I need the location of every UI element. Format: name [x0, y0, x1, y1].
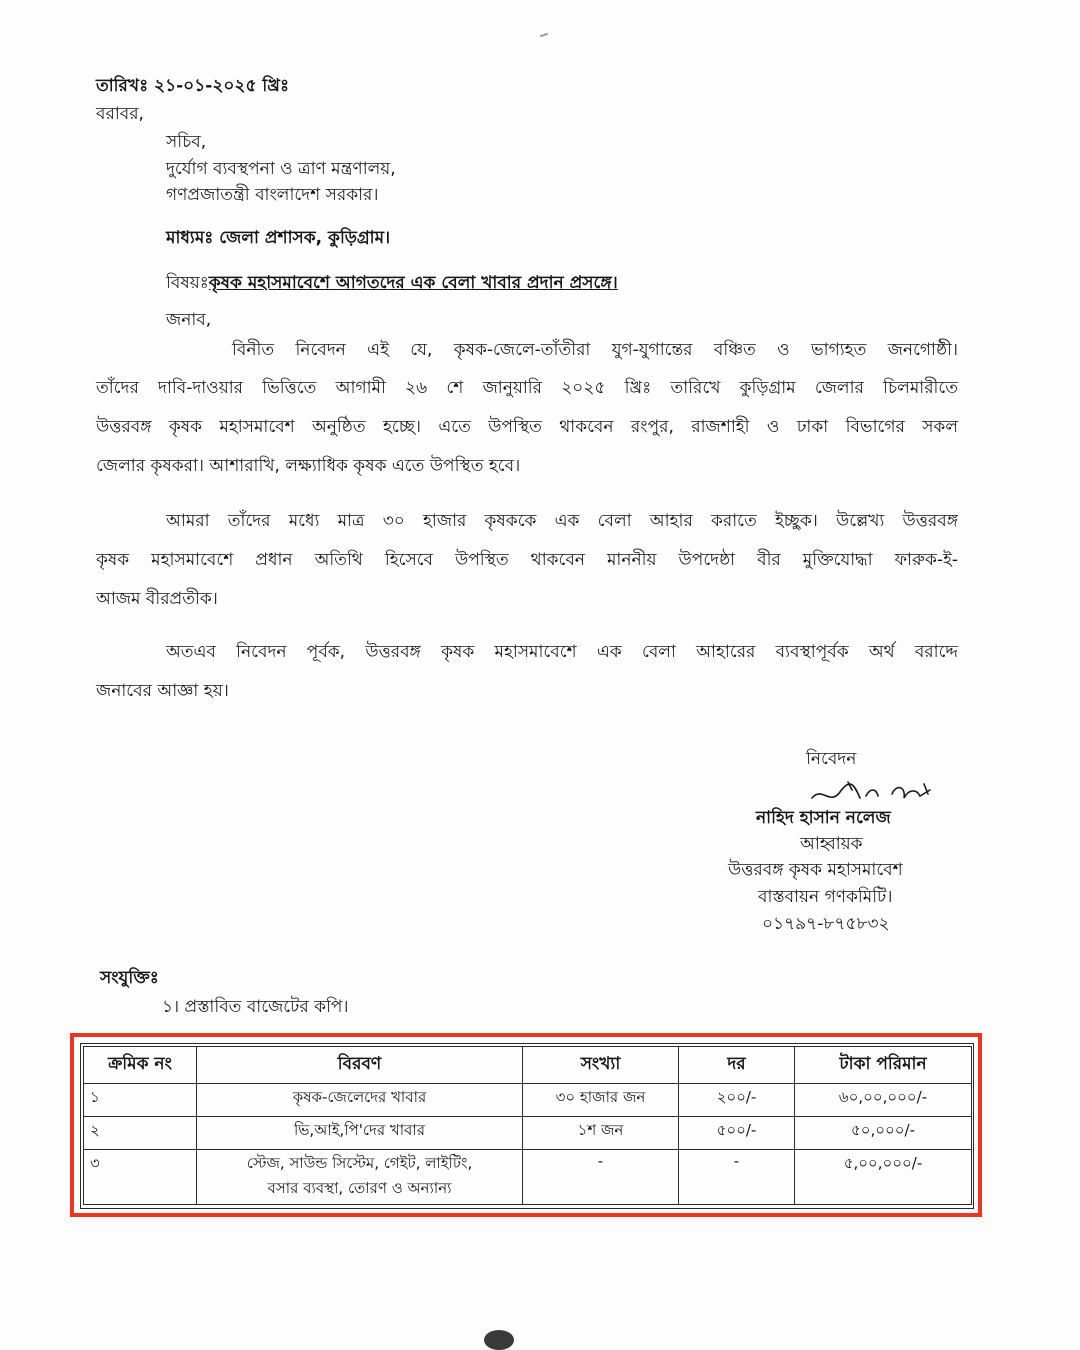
recipient-to-label: বরাবর, [96, 104, 144, 124]
header-quantity: সংখ্যা [523, 1047, 679, 1084]
cell-serial: ৩ [84, 1150, 197, 1205]
cell-description-line-2: বসার ব্যবস্থা, তোরণ ও অন্যান্য [267, 1179, 452, 1197]
cell-amount: ৫০,০০০/- [795, 1117, 972, 1150]
header-serial: ক্রমিক নং [84, 1047, 197, 1084]
cell-serial: ২ [84, 1117, 197, 1150]
para2-line-3: আজম বীরপ্রতীক। [96, 589, 218, 609]
cell-description-line-1: স্টেজ, সাউন্ড সিস্টেম, গেইট, লাইটিং, [246, 1154, 473, 1172]
para3-line-1: অতএব নিবেদন পূর্বক, উত্তরবঙ্গ কৃষক মহাসমাবেশে এক বেলা আহারের ব্যবস্থাপূর্বক অর্থ বরাদ্দে [166, 642, 958, 662]
para1-line-4: জেলার কৃষকরা। আশারাখি, লক্ষ্যাধিক কৃষক এতে উপস্থিত হবে। [96, 456, 521, 476]
closing: নিবেদন [806, 749, 857, 769]
cell-quantity: ১শ জন [523, 1117, 679, 1150]
para1-line-1: বিনীত নিবেদন এই যে, কৃষক-জেলে-তাঁতীরা যুগ-যুগান্তের বঞ্চিত ও ভাগ্যহত জনগোষ্ঠী। [232, 340, 958, 360]
cell-description: ভি,আই,পি'দের খাবার [197, 1117, 523, 1150]
signer-name: নাহিদ হাসান নলেজ [756, 808, 891, 828]
header-description: বিরবণ [197, 1047, 523, 1084]
salutation: জনাব, [166, 310, 212, 330]
cell-amount: ৫,০০,০০০/- [795, 1150, 972, 1205]
para3-line-2: জনাবের আজ্ঞা হয়। [96, 681, 229, 701]
scan-speck [540, 33, 548, 38]
recipient-line-2: দুর্যোগ ব্যবস্থপনা ও ত্রাণ মন্ত্রণালয়, [166, 159, 396, 179]
para2-line-1: আমরা তাঁদের মধ্যে মাত্র ৩০ হাজার কৃষককে এক বেলা আহার করাতে ইচ্ছুক। উল্লেখ্য উত্তরবঙ্গ [166, 511, 958, 531]
header-amount: টাকা পরিমান [795, 1047, 972, 1084]
budget-table [83, 1046, 972, 1205]
table-row [84, 1117, 972, 1150]
table-header-row [84, 1047, 972, 1084]
subject-label: বিষয়ঃ [166, 273, 209, 293]
cell-description [197, 1150, 523, 1205]
signer-org-line-1: উত্তরবঙ্গ কৃষক মহাসমাবেশ [728, 860, 903, 880]
para1-line-3: উত্তরবঙ্গ কৃষক মহাসমাবেশ অনুষ্ঠিত হচ্ছে। এতে উপস্থিত থাকবেন রংপুর, রাজশাহী ও ঢাকা বিভাগের সকল [96, 417, 958, 437]
para2-line-2: কৃষক মহাসমাবেশে প্রধান অতিথি হিসেবে উপস্থিত থাকবেন মাননীয় উপদেষ্ঠা বীর মুক্তিযোদ্ধা ফারুক-ই- [96, 550, 958, 570]
handwritten-signature [808, 776, 938, 810]
signer-org-line-2: বাস্তবায়ন গণকমিটি। [758, 887, 893, 907]
letter-via: মাধ্যমঃ জেলা প্রশাসক, কুড়িগ্রাম। [166, 228, 391, 248]
cell-rate: ৫০০/- [679, 1117, 795, 1150]
table-row [84, 1150, 972, 1205]
signer-title: আহ্বায়ক [800, 834, 863, 854]
attachment-item-1: ১। প্রস্তাবিত বাজেটের কপি। [162, 997, 349, 1017]
scan-mark [484, 1330, 514, 1350]
recipient-line-3: গণপ্রজাতন্ত্রী বাংলাদেশ সরকার। [166, 185, 379, 205]
recipient-line-1: সচিব, [166, 132, 207, 152]
subject-text: কৃষক মহাসমাবেশে আগতদের এক বেলা খাবার প্রদান প্রসঙ্গে। [208, 273, 618, 293]
cell-serial: ১ [84, 1084, 197, 1117]
header-rate: দর [679, 1047, 795, 1084]
signer-phone: ০১৭৯৭-৮৭৫৮৩২ [762, 914, 890, 934]
letter-subject [166, 271, 618, 295]
attachments-label: সংযুক্তিঃ [100, 968, 159, 988]
letter-date: তারিখঃ ২১-০১-২০২৫ খ্রিঃ [96, 76, 290, 96]
cell-quantity: - [523, 1150, 679, 1205]
cell-quantity: ৩০ হাজার জন [523, 1084, 679, 1117]
cell-rate: ২০০/- [679, 1084, 795, 1117]
cell-description: কৃষক-জেলেদের খাবার [197, 1084, 523, 1117]
table-row [84, 1084, 972, 1117]
cell-amount: ৬০,০০,০০০/- [795, 1084, 972, 1117]
para1-line-2: তাঁদের দাবি-দাওয়ার ভিত্তিতে আগামী ২৬ শে জানুয়ারি ২০২৫ খ্রিঃ তারিখে কুড়িগ্রাম জেলার চিলমারীতে [96, 378, 958, 398]
cell-rate: - [679, 1150, 795, 1205]
